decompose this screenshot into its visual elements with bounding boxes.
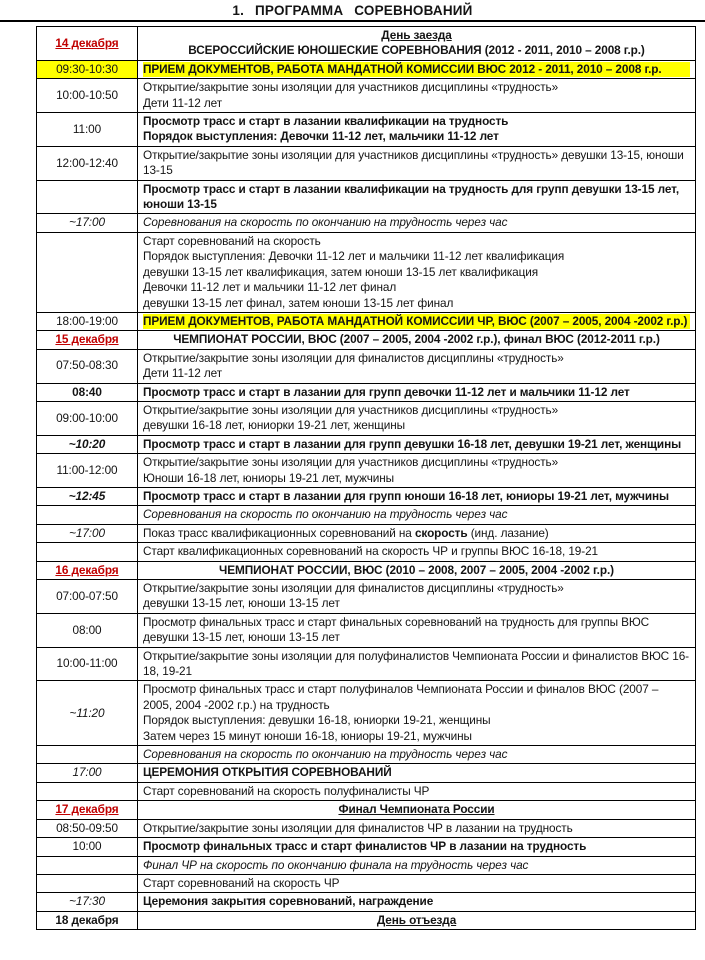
description-cell — [138, 613, 696, 647]
description-cell — [138, 232, 696, 312]
schedule-line: Открытие/закрытие зоны изоляции для финалистов дисциплины «трудность» — [143, 350, 564, 365]
time-cell — [37, 647, 138, 681]
table-row — [37, 331, 696, 349]
schedule-line: Просмотр трасс и старт в лазании для групп девочки 11-12 лет и мальчики 11-12 лет — [143, 384, 630, 399]
table-row — [37, 874, 696, 892]
description-cell — [138, 856, 696, 874]
schedule-line: Открытие/закрытие зоны изоляции для участников дисциплины «трудность» — [143, 455, 559, 470]
schedule-line: Просмотр трасс и старт в лазании квалификации на трудность — [143, 114, 509, 129]
time-cell — [37, 746, 138, 764]
table-row — [37, 349, 696, 383]
time-cell — [37, 681, 138, 746]
table-row — [37, 113, 696, 147]
time-cell — [37, 180, 138, 214]
schedule-line: Открытие/закрытие зоны изоляции для финалистов ЧР в лазании на трудность — [143, 820, 573, 835]
schedule-line: Дети 11-12 лет — [143, 95, 223, 110]
schedule-line: Просмотр финальных трасс и старт финалистов ЧР в лазании на трудность — [143, 839, 587, 854]
schedule-line: Старт соревнований на скорость ЧР — [143, 875, 340, 890]
time-cell — [37, 401, 138, 435]
schedule-line: Старт квалификационных соревнований на скорость ЧР и группы ВЮС 16-18, 19-21 — [143, 544, 598, 559]
description-cell — [138, 911, 696, 929]
schedule-line: Девочки 11-12 лет и мальчики 11-12 лет финал — [143, 280, 397, 295]
schedule-line: девушки 16-18 лет, юниорки 19-21 лет, женщины — [143, 418, 406, 433]
schedule-line: ЦЕРЕМОНИЯ ОТКРЫТИЯ СОРЕВНОВАНИЙ — [143, 765, 392, 780]
description-cell — [138, 487, 696, 505]
description-cell — [138, 214, 696, 232]
description-cell — [138, 681, 696, 746]
time-cell — [37, 764, 138, 782]
table-row — [37, 561, 696, 579]
time-cell — [37, 435, 138, 453]
schedule-line: День заезда — [381, 28, 452, 42]
table-row — [37, 838, 696, 856]
time-cell — [37, 146, 138, 180]
time-cell — [37, 911, 138, 929]
schedule-line: Соревнования на скорость по окончанию на трудность через час — [143, 215, 508, 230]
schedule-line — [143, 526, 690, 541]
time-text: 07:50-08:30 — [56, 358, 118, 373]
time-cell — [37, 856, 138, 874]
time-text: 10:00-10:50 — [56, 87, 118, 102]
schedule-line: Финал Чемпионата России — [338, 802, 495, 817]
table-row — [37, 801, 696, 819]
table-row — [37, 401, 696, 435]
time-text: 11:00-12:00 — [56, 462, 118, 477]
description-cell — [138, 746, 696, 764]
schedule-text-segment: (инд. лазание) — [467, 525, 549, 540]
table-row — [37, 681, 696, 746]
time-text: 07:00-07:50 — [56, 588, 118, 603]
description-cell — [138, 543, 696, 561]
schedule-line: Порядок выступления: Девочки 11-12 лет и мальчики 11-12 лет квалификация — [143, 249, 565, 264]
time-cell — [37, 782, 138, 800]
schedule-line: Открытие/закрытие зоны изоляции для финалистов дисциплины «трудность» — [143, 581, 564, 595]
table-row — [37, 60, 696, 78]
table-row — [37, 856, 696, 874]
schedule-line: Просмотр трасс и старт в лазании для групп девушки 16-18 лет, девушки 19-21 лет, женщины — [143, 436, 682, 451]
time-cell — [37, 580, 138, 614]
description-cell — [138, 146, 696, 180]
time-text: 08:40 — [72, 384, 102, 399]
schedule-line: Юноши 16-18 лет, юниоры 19-21 лет, мужчины — [143, 470, 395, 485]
time-text: 18:00-19:00 — [56, 313, 118, 328]
time-text: 15 декабря — [55, 332, 119, 347]
program-table-body — [37, 27, 696, 930]
description-cell — [138, 349, 696, 383]
table-row — [37, 232, 696, 312]
description-cell — [138, 312, 696, 330]
time-cell — [37, 27, 138, 61]
schedule-line: девушки 13-15 лет квалификация, затем юноши 13-15 лет квалификация — [143, 264, 539, 279]
schedule-line: девушки 13-15 лет финал, затем юноши 13-15 лет финал — [143, 295, 454, 310]
description-cell — [138, 79, 696, 113]
table-row — [37, 506, 696, 524]
time-cell — [37, 312, 138, 330]
table-row — [37, 214, 696, 232]
time-cell — [37, 838, 138, 856]
schedule-line: Порядок выступления: Девочки 11-12 лет, мальчики 11-12 лет — [143, 129, 499, 144]
description-cell — [138, 383, 696, 401]
time-text: 14 декабря — [55, 35, 119, 50]
description-cell — [138, 647, 696, 681]
table-row — [37, 911, 696, 929]
time-text: 09:30-10:30 — [56, 61, 118, 76]
schedule-line: ПРИЕМ ДОКУМЕНТОВ, РАБОТА МАНДАТНОЙ КОМИССИИ ЧР, ВЮС (2007 – 2005, 2004 -2002 г.р.) — [143, 314, 690, 329]
table-row — [37, 746, 696, 764]
time-cell — [37, 874, 138, 892]
time-text: ~10:20 — [68, 436, 106, 451]
table-row — [37, 893, 696, 911]
table-row — [37, 647, 696, 681]
table-row — [37, 819, 696, 837]
table-row — [37, 524, 696, 542]
description-cell — [138, 60, 696, 78]
description-cell — [138, 801, 696, 819]
schedule-line: Старт соревнований на скорость — [143, 233, 321, 248]
schedule-line: Старт соревнований на скорость полуфиналисты ЧР — [143, 783, 430, 798]
description-cell — [138, 893, 696, 911]
schedule-line: Просмотр финальных трасс и старт финальных соревнований на трудность для группы ВЮС девушки 13-15 лет, юноши 13-15 лет — [143, 614, 650, 645]
time-cell — [37, 543, 138, 561]
table-row — [37, 435, 696, 453]
description-cell — [138, 506, 696, 524]
schedule-text-segment: Показ трасс квалификационных соревнований на — [143, 525, 415, 540]
table-row — [37, 180, 696, 214]
time-cell — [37, 801, 138, 819]
time-cell — [37, 524, 138, 542]
time-cell — [37, 893, 138, 911]
time-text: ~17:00 — [69, 215, 105, 230]
description-cell — [138, 331, 696, 349]
table-row — [37, 764, 696, 782]
description-cell — [138, 454, 696, 488]
time-text: 11:00 — [72, 121, 102, 136]
table-row — [37, 543, 696, 561]
schedule-line: День отъезда — [376, 912, 457, 927]
schedule-line: Церемония закрытия соревнований, награждение — [143, 894, 434, 909]
description-cell — [138, 874, 696, 892]
time-cell — [37, 506, 138, 524]
schedule-line: Финал ЧР на скорость по окончанию финала на трудность через час — [143, 857, 529, 872]
time-text: 10:00 — [72, 839, 102, 854]
table-row — [37, 27, 696, 61]
time-cell — [37, 383, 138, 401]
schedule-text-segment: скорость — [414, 525, 468, 540]
schedule-line: Соревнования на скорость по окончанию на трудность через час — [143, 507, 508, 522]
time-cell — [37, 819, 138, 837]
time-cell — [37, 113, 138, 147]
schedule-line: Просмотр трасс и старт в лазании для групп юноши 16-18 лет, юниоры 19-21 лет, мужчины — [143, 488, 670, 503]
schedule-line: ПРИЕМ ДОКУМЕНТОВ, РАБОТА МАНДАТНОЙ КОМИССИИ ВЮС 2012 - 2011, 2010 – 2008 г.р. — [143, 62, 690, 77]
time-text: 08:00 — [72, 622, 102, 637]
time-cell — [37, 79, 138, 113]
time-text: ~12:45 — [68, 488, 106, 503]
description-cell — [138, 764, 696, 782]
table-row — [37, 782, 696, 800]
table-row — [37, 487, 696, 505]
schedule-line: Соревнования на скорость по окончанию на трудность через час — [143, 747, 508, 762]
time-text: 12:00-12:40 — [56, 155, 118, 170]
time-cell — [37, 60, 138, 78]
schedule-line: Просмотр финальных трасс и старт полуфиналов Чемпионата России и финалов ВЮС (2007 – 2005, 2004 -2002 г.р.) на трудность — [143, 682, 659, 712]
schedule-line: Открытие/закрытие зоны изоляции для участников дисциплины «трудность» — [143, 402, 559, 417]
table-row — [37, 613, 696, 647]
time-cell — [37, 487, 138, 505]
schedule-line: Открытие/закрытие зоны изоляции для участников дисциплины «трудность» девушки 13-15, юноши 13-15 — [143, 147, 684, 178]
schedule-line: Открытие/закрытие зоны изоляции для полуфиналистов Чемпионата России и финалистов ВЮС 16-18, 19-21 — [143, 648, 690, 679]
table-row — [37, 312, 696, 330]
table-row — [37, 146, 696, 180]
description-cell — [138, 524, 696, 542]
page-title: 1. ПРОГРАММА СОРЕВНОВАНИЙ — [0, 0, 705, 22]
description-cell — [138, 27, 696, 61]
program-table — [36, 26, 696, 930]
description-cell — [138, 435, 696, 453]
time-cell — [37, 331, 138, 349]
schedule-line: Дети 11-12 лет — [143, 366, 223, 381]
schedule-line: Открытие/закрытие зоны изоляции для участников дисциплины «трудность» — [143, 80, 559, 95]
time-text: 17 декабря — [55, 802, 119, 817]
schedule-line: девушки 13-15 лет, юноши 13-15 лет — [143, 596, 340, 611]
table-row — [37, 454, 696, 488]
time-cell — [37, 613, 138, 647]
time-text: ~17:00 — [69, 525, 105, 540]
time-text: 08:50-09:50 — [56, 820, 118, 835]
description-cell — [138, 838, 696, 856]
time-text: ~17:30 — [69, 894, 105, 909]
schedule-line: Затем через 15 минут юноши 16-18, юниоры 19-21, мужчины — [143, 728, 472, 743]
schedule-line: ЧЕМПИОНАТ РОССИИ, ВЮС (2007 – 2005, 2004 -2002 г.р.), финал ВЮС (2012-2011 г.р.) — [173, 332, 660, 347]
schedule-line: Просмотр трасс и старт в лазании квалификации на трудность для групп девушки 13-15 лет, юноши 13-15 — [143, 181, 680, 212]
time-text: 10:00-11:00 — [56, 656, 118, 671]
description-cell — [138, 782, 696, 800]
time-text: 16 декабря — [55, 562, 119, 577]
time-cell — [37, 214, 138, 232]
description-cell — [138, 561, 696, 579]
time-cell — [37, 561, 138, 579]
time-cell — [37, 349, 138, 383]
time-cell — [37, 232, 138, 312]
description-cell — [138, 180, 696, 214]
table-row — [37, 383, 696, 401]
description-cell — [138, 401, 696, 435]
table-row — [37, 580, 696, 614]
table-row — [37, 79, 696, 113]
time-text: 18 декабря — [55, 912, 119, 927]
time-text: 17:00 — [72, 765, 102, 780]
schedule-line: Порядок выступления: девушки 16-18, юниорки 19-21, женщины — [143, 713, 491, 728]
description-cell — [138, 580, 696, 614]
schedule-line: ВСЕРОССИЙСКИЕ ЮНОШЕСКИЕ СОРЕВНОВАНИЯ (2012 - 2011, 2010 – 2008 г.р.) — [188, 43, 645, 58]
description-cell — [138, 819, 696, 837]
schedule-line: ЧЕМПИОНАТ РОССИИ, ВЮС (2010 – 2008, 2007 – 2005, 2004 -2002 г.р.) — [219, 562, 614, 577]
time-text: ~11:20 — [69, 705, 105, 720]
time-text: 09:00-10:00 — [56, 410, 118, 425]
time-cell — [37, 454, 138, 488]
description-cell — [138, 113, 696, 147]
